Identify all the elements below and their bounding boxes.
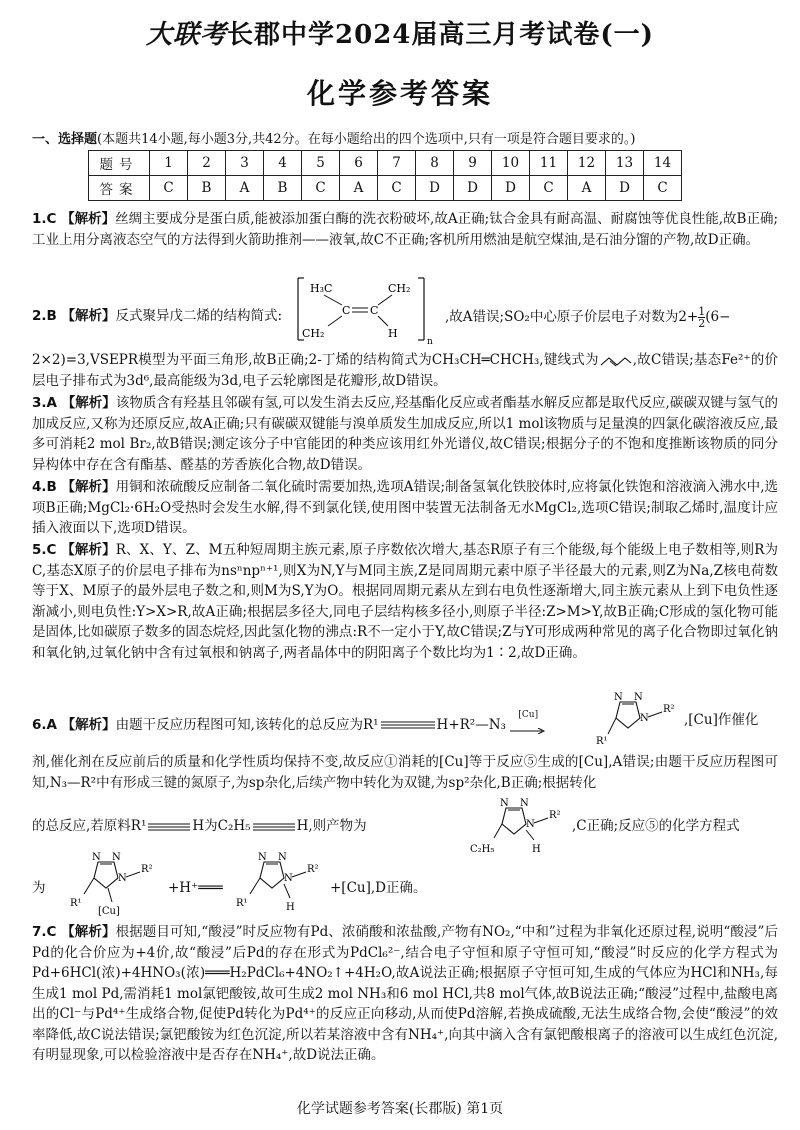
- triazole-product-3: [224, 848, 334, 920]
- qnum-cell: 13: [606, 151, 644, 176]
- qnum-cell: 11: [530, 151, 568, 176]
- ring-r1: R¹: [236, 898, 248, 909]
- ring-n-3: N: [118, 873, 127, 884]
- ring-n-2: N: [112, 852, 121, 863]
- ring-n-2: N: [634, 692, 643, 703]
- q7-text: 根据题目可知,“酸浸”时反应物有Pd、浓硝酸和浓盐酸,产物有NO₂,“中和”过程为非氧化还原过程,说明“酸浸”后Pd的化合价应为+4价,故“酸浸”后Pd的存在形式为PdCl₆²⁻,结合电子守恒和原子守恒可知,“酸浸”时反应的化学方程式为Pd+6HCl(浓)+4HNO₃(浓)═══H₂PdCl₆+4NO₂↑+4H₂O,故A说法正确;根据原子守恒可知,生成的气体应为HCl和NH₃,每生成1 mol Pd,需消耗1 mol氯钯酸铵,故可生成2 mol NH₃和6 mol HCl,共8 mol气体,故B说法正确;“酸浸”过程中,盐酸电离出的Cl⁻与Pd⁴⁺生成络合物,促使Pd转化为Pd⁴⁺的反应正向移动,从而使Pd溶解,若换成硫酸,无法生成络合物,会使“酸浸”的效率降低,故C说法错误;氯钯酸铵为红色沉淀,所以若某溶液中含有NH₄⁺,向其中滴入含有氯钯酸根离子的溶液可以生成红色沉淀,有明显现象,可以检验溶液中是否存在NH₄⁺,故D说法正确。: [32, 924, 778, 1063]
- ring-n-2: N: [278, 852, 287, 863]
- row-label-answer: 答案: [89, 176, 150, 201]
- q4-text: 用铜和浓硫酸反应制备二氧化硫时需要加热,选项A错误;制备氢氧化铁胶体时,应将氯化铁饱和溶液滴入沸水中,选项B正确;MgCl₂·6H₂O受热时会发生水解,得不到氯化镁,使用图中装置无法制备无水MgCl₂,选项C错误;制取乙烯时,温度计应插入液面以下,选项D错误。: [32, 479, 779, 536]
- explanation-q6-line1: [32, 710, 632, 741]
- ring-r1: R¹: [70, 898, 82, 909]
- answer-cell: C: [378, 176, 416, 201]
- polyisoprene-structure: [292, 274, 442, 346]
- ring-h: H: [286, 902, 295, 913]
- explanation-q6-line2: [32, 752, 778, 793]
- answer-cell: C: [644, 176, 682, 201]
- ring-c2h5: C₂H₅: [470, 844, 495, 855]
- q6-head: 6.A 【解析】: [32, 716, 116, 733]
- ring-n-1: N: [258, 852, 267, 863]
- qnum-cell: 9: [454, 151, 492, 176]
- ring-n-3: N: [640, 713, 649, 724]
- q2-text2: ,故A错误;SO₂中心原子价层电子对数为2+: [445, 309, 699, 325]
- ring-r2: R²: [549, 810, 561, 821]
- q3-text: 该物质含有羟基且邻碳有氢,可以发生消去反应,羟基酯化反应或者酯基水解反应都是取代反应,碳碳双键与氢气的加成反应,又称为还原反应,故A正确;只有碳碳双键能与溴单质发生加成反应,所以1 mol该物质与足量溴的四氯化碳溶液反应,最多可消耗2 mol Br₂,故B错误;测定该分子中官能团的种类应该用红外光谱仪,故C错误;根据分子的不饱和度推断该物质的同分异构体中存在含有酯基、醛基的芳香族化合物,故D错误。: [32, 395, 779, 473]
- answer-cell: B: [188, 176, 226, 201]
- qnum-cell: 5: [302, 151, 340, 176]
- explanation-q6-line4c: [330, 878, 530, 899]
- mol-ch2-top: CH₂: [388, 282, 411, 295]
- q2-text3: (6−: [705, 309, 731, 325]
- ring-n-1: N: [500, 798, 509, 809]
- mol-c2: C: [370, 304, 379, 317]
- q2-text5: ,故C错误;基态Fe²⁺的价层电子排布式为3d⁶,最高能级为3d,电子云轮廓图是花瓣形,故D错误。: [32, 352, 778, 389]
- explanation-q1: [32, 209, 778, 250]
- explanation-q6-line3d: [572, 816, 784, 837]
- section-desc: (本题共14小题,每小题3分,共42分。在每小题给出的四个选项中,只有一项是符合题目要求的。): [97, 132, 636, 147]
- arrow-right-icon: [510, 728, 546, 734]
- answer-cell: C: [150, 176, 188, 201]
- ring-h: H: [532, 844, 541, 855]
- q6-text4b: +H⁺═══: [168, 880, 223, 896]
- explanation-q5: [32, 540, 778, 663]
- qnum-cell: 10: [492, 151, 530, 176]
- q2-frac-den: 2: [698, 317, 706, 330]
- mol-h: H: [388, 327, 398, 340]
- answer-cell: A: [568, 176, 606, 201]
- q2-text4: 2×2)=3,VSEPR模型为平面三角形,故B正确;2-丁烯的结构简式为CH₃CH═CHCH₃,键线式为: [32, 352, 599, 368]
- triple-bond-icon: [146, 822, 192, 832]
- explanation-q6-line4b: [168, 878, 228, 899]
- q6-text3b: H为C₂H₅: [192, 818, 251, 834]
- answer-cell: A: [226, 176, 264, 201]
- answer-table: [88, 150, 682, 201]
- exam-name: 长郡中学2024届高三月考试卷(一): [227, 20, 654, 50]
- ring-n-1: N: [92, 852, 101, 863]
- brand-logo: 大联考: [146, 20, 228, 50]
- ring-r2: R²: [141, 864, 153, 875]
- qnum-cell: 14: [644, 151, 682, 176]
- q2-frac-num: 1: [698, 305, 706, 318]
- q5-head: 5.C 【解析】: [32, 542, 116, 558]
- q7-head: 7.C 【解析】: [32, 924, 116, 940]
- answer-cell: C: [302, 176, 340, 201]
- butene-skeletal-icon: [599, 355, 633, 367]
- q6-text3d: ,C正确;反应⑤的化学方程式: [572, 818, 740, 834]
- section-label: 一、选择题: [32, 132, 98, 147]
- q6-text3c: H,则产物为: [296, 818, 367, 834]
- explanation-q2-line2: [32, 350, 778, 391]
- triazole-cu-intermediate: [58, 848, 168, 920]
- section-intro: [32, 128, 782, 147]
- q2-head: 2.B 【解析】: [32, 308, 116, 324]
- q5-text: R、X、Y、Z、M五种短周期主族元素,原子序数依次增大,基态R原子有三个能级,每个能级上电子数相等,则R为C,基态X原子的价层电子排布为nsⁿnpⁿ⁺¹,则X为N,Y与M同主族,Z是同周期元素中原子半径最大的元素,则Z为Na,Z核电荷数等于X、M原子的最外层电子数之和,则M为S,Y为O。根据同周期元素从左到右电负性逐渐增大,同主族元素从上到下电负性逐渐减小,则电负性:Y>X>R,故A正确;根据层多径大,同电子层结构核多径小,则原子半径:Z>M>Y,故B正确;C形成的氢化物可能是固体,比如碳原子数多的固态烷烃,因此氢化物的沸点:R不一定小于Y,故C错误;Z与Y可形成两种常见的离子化合物即过氧化钠和氧化钠,过氧化钠中含有过氧根和钠离子,两者晶体中的阴阳离子个数比均为1∶2,故D正确。: [32, 542, 778, 661]
- row-label-number: 题号: [89, 151, 150, 176]
- qnum-cell: 4: [264, 151, 302, 176]
- explanation-q4: [32, 477, 778, 539]
- q2-text1: 反式聚异戊二烯的结构简式:: [115, 308, 283, 324]
- q6-text3a: 的总反应,若原料R¹: [32, 818, 147, 834]
- answer-cell: D: [454, 176, 492, 201]
- ring-r2: R²: [663, 704, 675, 715]
- q6-text1c: ,[Cu]作催化: [684, 712, 759, 728]
- qnum-cell: 8: [416, 151, 454, 176]
- mol-h3c: H₃C: [310, 282, 333, 295]
- explanation-q6-line3: [32, 816, 492, 837]
- explanation-q7: [32, 922, 778, 1066]
- mol-c1: C: [342, 304, 351, 317]
- q3-head: 3.A 【解析】: [32, 395, 116, 411]
- explanation-q3: [32, 393, 778, 475]
- page-footer: 化学试题参考答案(长郡版) 第1页: [296, 1101, 504, 1117]
- answer-cell: D: [606, 176, 644, 201]
- ring-r2: R²: [307, 864, 319, 875]
- ring-n-2: N: [520, 798, 529, 809]
- answer-cell: D: [492, 176, 530, 201]
- qnum-cell: 12: [568, 151, 606, 176]
- answer-cell: C: [530, 176, 568, 201]
- q6-text1: 由题干反应历程图可知,该转化的总反应为R¹: [115, 716, 379, 733]
- q6-text4a: 为: [32, 880, 46, 896]
- q6-text1b: H+R²—N₃: [436, 716, 506, 733]
- reaction-arrow: [510, 710, 546, 741]
- q1-text: 丝绸主要成分是蛋白质,能被添加蛋白酶的洗衣粉破坏,故A正确;钛合金具有耐高温、耐腐蚀等优良性能,故B正确;工业上用分离液态空气的方法得到火箭助推剂——液氧,故C不正确;客机所用燃油是航空煤油,是石油分馏的产物,故D正确。: [32, 211, 778, 248]
- qnum-cell: 2: [188, 151, 226, 176]
- triple-bond-icon: [251, 822, 297, 832]
- q4-head: 4.B 【解析】: [32, 479, 116, 495]
- q6-text4c: +[Cu],D正确。: [330, 880, 427, 896]
- exam-header: [0, 14, 800, 51]
- explanation-q6-line1c: [684, 710, 784, 731]
- catalyst-label: [Cu]: [518, 710, 539, 720]
- triple-bond-icon: [379, 720, 437, 730]
- answer-cell: B: [264, 176, 302, 201]
- ring-cu: [Cu]: [98, 906, 120, 917]
- question-number-row: [89, 151, 682, 176]
- qnum-cell: 3: [226, 151, 264, 176]
- answer-cell: D: [416, 176, 454, 201]
- ring-n-3: N: [526, 819, 535, 830]
- q1-head: 1.C 【解析】: [32, 211, 116, 227]
- triazole-product-1: [590, 688, 690, 752]
- explanation-q2-line1b: [445, 306, 785, 329]
- triazole-product-2: [466, 794, 576, 860]
- ring-r1: R¹: [596, 736, 608, 747]
- qnum-cell: 1: [150, 151, 188, 176]
- answer-row: [89, 176, 682, 201]
- ring-n-1: N: [614, 692, 623, 703]
- mol-n: n: [427, 337, 433, 346]
- qnum-cell: 6: [340, 151, 378, 176]
- q6-text2: 剂,催化剂在反应前后的质量和化学性质均保持不变,故反应①消耗的[Cu]等于反应⑤生成的[Cu],A错误;由题干反应历程图可知,N₃—R²中有形成三键的氮原子,为sp杂化,后续产物中转化为双键,为sp²杂化,B正确;根据转化: [32, 754, 778, 791]
- answer-cell: A: [340, 176, 378, 201]
- qnum-cell: 7: [378, 151, 416, 176]
- ring-n-3: N: [284, 873, 293, 884]
- page-title: 化学参考答案: [306, 77, 493, 110]
- mol-ch2-bottom: CH₂: [302, 327, 325, 340]
